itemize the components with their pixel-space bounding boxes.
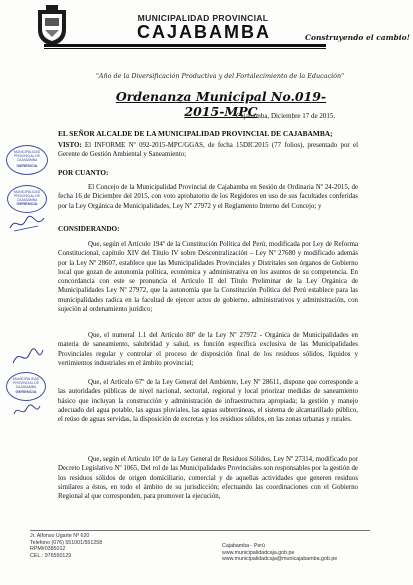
municipality-name-large: CAJABAMBA [137, 22, 271, 42]
header-rule [44, 44, 326, 47]
approval-stamp: MUNICIPALIDAD PROVINCIAL DE CAJABAMBA GERENCIA [6, 372, 46, 401]
footer-phone: Telefono (076) 551001/551258 [30, 539, 103, 546]
considerando-paragraph-3: Que, el Artículo 67º de la Ley General del Ambiente, Ley Nº 28611, dispone que corresponde a las autoridades públicas de nivel nacional, sectorial, regional y local priorizar medidas de saneamiento básico que incluyan la construcción y administración de infraestructura apropiada; la gestión y manejo adecuado del agua potable, las aguas pluviales, las aguas subterráneas, el sistema de alcantarillado público, el reúso de aguas servidas, la disposición de excretas y los residuos sólidos, en las zonas urbanas y rurales. [58, 379, 358, 424]
footer-website[interactable]: www.municipalidadcaja.gob.pe [222, 549, 295, 556]
footer-contact [30, 533, 102, 559]
visto-paragraph [58, 141, 358, 160]
visto-text: El INFORME Nº 092-2015-MPC/GGAS, de fecha 15DIC2015 (77 folios), presentado por el Gerente de Gestión Ambiental y Saneamiento; [58, 142, 358, 159]
footer-web [222, 543, 337, 563]
footer-rpm: RPM#0385012 [30, 546, 66, 552]
mayor-heading: EL SEÑOR ALCALDE DE LA MUNICIPALIDAD PROVINCIAL DE CAJABAMBA; [58, 129, 333, 138]
approval-stamp: MUNICIPALIDAD PROVINCIAL DE CAJABAMBA GERENCIA [6, 145, 48, 175]
considerando-heading: CONSIDERANDO: [58, 225, 120, 233]
footer-rule [30, 530, 370, 531]
handwritten-signature [10, 345, 46, 369]
header-rule-thin [44, 48, 326, 49]
concejo-paragraph: El Concejo de la Municipalidad Provincial de Cajabamba en Sesión de Ordinaria Nº 24-2015, de fecha 16 de Diciembre del 2015, con voto aprobatorio de los Regidores en uso de sus facultades conferidas por la Ley Orgánica de Municipalidades, Ley Nº 27972 y el Reglamento Interno del Concejo; y [58, 184, 358, 210]
handwritten-signature [12, 402, 42, 420]
por-cuanto-heading: POR CUANTO: [58, 169, 109, 177]
slogan: Construyendo el cambio! [305, 33, 410, 42]
considerando-paragraph-1: Que, según el Artículo 194º de la Constitución Política del Perú, modificada por Ley de Reforma Constitucional, capítulo XIV del Título IV sobre Descentralización – Ley Nº 27680 y modificado además por la Ley Nº 28607, establece que las Municipalidades Provinciales y Distritales son órganos de Gobierno local que gozan de autonomía política, económica y administrativa en los asuntos de su competencia. En concordancia con este se pronuncia el Artículo II del Título Preliminar de la Ley Orgánica de Municipalidades Ley Nº 27972, que la autonomía que la Constitución Política del Perú establece para las municipalidades radica en la facultad de ejercer actos de gobierno, administrativos y administración, con sujeción al ordenamiento jurídico; [58, 241, 358, 314]
handwritten-signature [8, 212, 48, 234]
municipality-name-small: MUNICIPALIDAD PROVINCIAL [137, 13, 269, 23]
footer-address: Jr. Alfonso Ugarte Nº 620 [30, 533, 90, 539]
visto-label: VISTO: [58, 142, 82, 149]
ordinance-date: Cajabamba, Diciembre 17 de 2015. [236, 112, 336, 120]
footer-location: Cajabamba - Perú [222, 543, 265, 549]
footer-cell: CEL.: 976550129 [30, 552, 72, 559]
municipal-crest-logo [34, 4, 70, 48]
considerando-paragraph-4: Que, según el Artículo 10º de la Ley General de Residuos Sólidos, Ley Nº 27314, modificado por Decreto Legislativo Nº 1065, Del rol de las Municipalidades Provinciales son responsables por la gestión de los residuos sólidos de origen domiciliario, comercial y de aquellas actividades que generen residuos similares a éstos, en todo el ámbito de su jurisdicción; efectuando las coordinaciones con el Gobierno Regional al que corresponden, para promover la ejecución, [58, 456, 358, 501]
year-motto: "Año de la Diversificación Productiva y del Fortalecimiento de la Educación" [95, 72, 345, 80]
approval-stamp: MUNICIPALIDAD PROVINCIAL DE CAJABAMBA GERENCIA [7, 185, 47, 213]
ordinance-title: Ordenanza Municipal No.019-2015-MPC [115, 89, 327, 119]
footer-email[interactable]: www.municipalidadcaja@municajabamba.gob.pe [222, 556, 338, 562]
considerando-paragraph-2: Que, el numeral 1.1 del Artículo 80º de la Ley Nº 27972 - Orgánica de Municipalidades en materia de saneamiento, salubridad y salud, es función específica exclusiva de las Municipalidades Provinciales regular y controlar el proceso de disposición final de los residuos sólidos, líquidos y vertimientos industriales en el ámbito provincial; [58, 332, 358, 367]
